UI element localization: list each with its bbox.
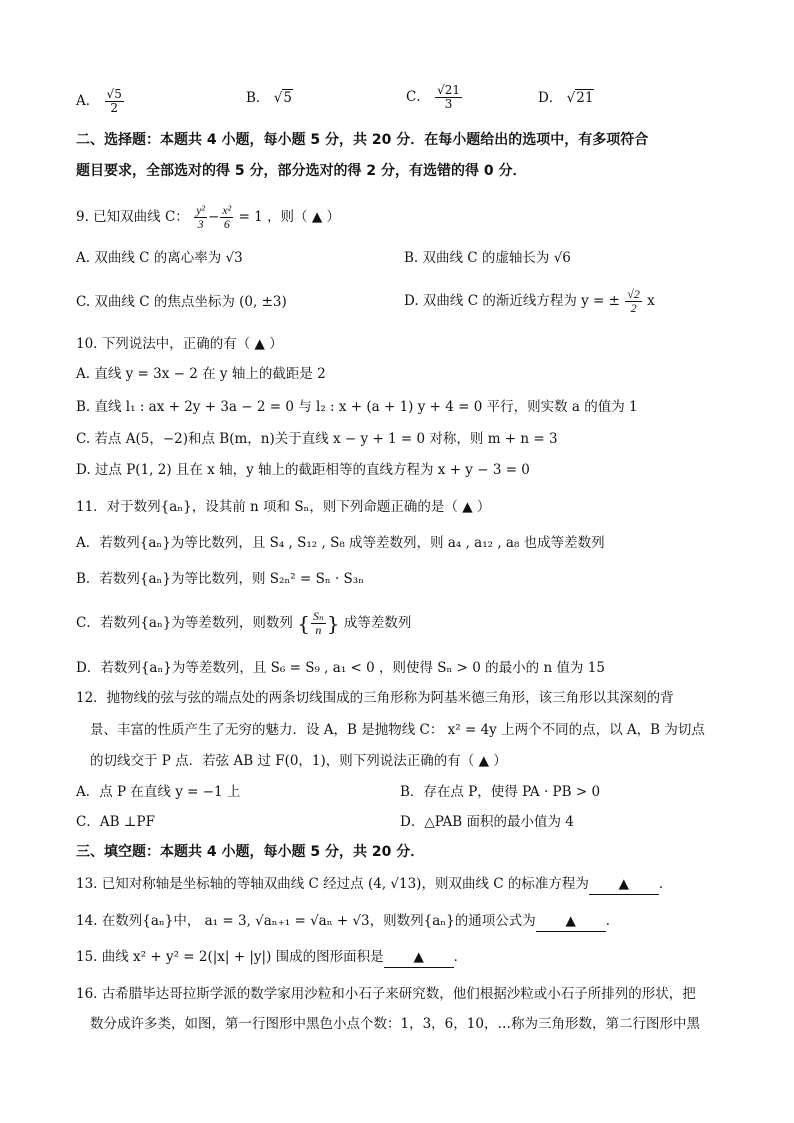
q9-option-d-suffix: x (647, 293, 655, 309)
q9-option-a: A. 双曲线 C 的离心率为 √3 (76, 250, 243, 266)
option-label: C． (406, 89, 430, 105)
q8-option-c (406, 84, 463, 111)
q15-text: 15. 曲线 x² + y² = 2(|x| + |y|) 围成的图形面积是 (76, 949, 384, 965)
option-label: D． (538, 90, 563, 106)
answer-blank[interactable]: ▲ (384, 947, 454, 968)
q16-line1: 16. 古希腊毕达哥拉斯学派的数学家用沙粒和小石子来研究数，他们根据沙粒或小石子所排列的形状，把 (76, 986, 696, 1002)
section2-heading-line1: 二、选择题：本题共 4 小题，每小题 5 分，共 20 分．在每小题给出的选项中，有多项符合 (76, 132, 649, 148)
q10-stem: 10. 下列说法中，正确的有（ ▲ ） (76, 336, 283, 352)
q12-option-b: B．存在点 P，使得 PA · PB > 0 (400, 784, 601, 800)
q14-text: 14. 在数列{aₙ}中， a₁ = 3, √aₙ₊₁ = √aₙ + √3，则数列{aₙ}的通项公式为 (76, 913, 536, 929)
q9-option-c: C. 双曲线 C 的焦点坐标为 (0, ±3) (76, 294, 287, 310)
q12-stem-line3: 的切线交于 P 点．若弦 AB 过 F(0，1)，则下列说法正确的有（ ▲ ） (90, 753, 507, 769)
q9-stem: 9. 已知双曲线 C： $\frac{\text{y²}}{3}$ − $\frac{\text{x²}}{6}$ = 1 ，则（ ▲ ） (76, 203, 341, 231)
q10-option-a: A. 直线 y = 3x − 2 在 y 轴上的截距是 2 (76, 366, 326, 382)
q12-option-a: A．点 P 在直线 y = −1 上 (76, 784, 241, 800)
q11-option-d: D．若数列{aₙ}为等差数列，且 S₆ = S₉ , a₁ < 0 ，则使得 Sₙ > 0 的最小的 n 值为 15 (76, 660, 605, 676)
q8-option-a (76, 88, 125, 115)
q15 (76, 947, 467, 968)
q9-stem-text: 9. 已知双曲线 C： (76, 209, 189, 225)
q10-option-c: C. 若点 A(5，−2)和点 B(m，n)关于直线 x − y + 1 = 0 对称，则 m + n = 3 (76, 431, 558, 447)
q13-text: 13. 已知对称轴是坐标轴的等轴双曲线 C 经过点 (4, √13)，则双曲线 C 的标准方程为 (76, 876, 589, 892)
q12-stem-line1: 12．抛物线的弦与弦的端点处的两条切线围成的三角形称为阿基米德三角形，该三角形以其深刻的背 (76, 690, 674, 706)
q16-line2: 数分成许多类，如图，第一行图形中黑色小点个数：1，3，6，10，…称为三角形数，第二行图形中黑 (90, 1016, 700, 1032)
q14-suffix: ． (605, 913, 620, 929)
q11-option-b: B．若数列{aₙ}为等比数列，则 S₂ₙ² = Sₙ · S₃ₙ (76, 571, 365, 587)
q10-option-d: D. 过点 P(1, 2) 且在 x 轴，y 轴上的截距相等的直线方程为 x + y − 3 = 0 (76, 462, 530, 478)
q11-stem: 11．对于数列{aₙ}，设其前 n 项和 Sₙ，则下列命题正确的是（ ▲ ） (76, 499, 491, 515)
q9-stem-suffix: ，则（ ▲ ） (267, 209, 341, 225)
q12-option-d: D．△PAB 面积的最小值为 4 (400, 814, 574, 830)
option-label: B． (246, 90, 270, 106)
q8-option-b: B． √5 (246, 90, 292, 106)
option-label: A． (76, 93, 100, 109)
q11-option-c: C．若数列{aₙ}为等差数列，则数列 { $\frac{\text{Sₙ}}{n}$ } 成等差数列 (76, 609, 412, 637)
q9-option-d-text: D. 双曲线 C 的渐近线方程为 y = ± (404, 293, 620, 309)
q15-suffix: ． (453, 949, 468, 965)
fraction: $\frac{√21}{3}$ (437, 83, 461, 111)
answer-blank[interactable]: ▲ (589, 874, 659, 895)
q11-option-c-suffix: 成等差数列 (343, 615, 412, 631)
q13-suffix: ． (658, 876, 673, 892)
fraction: $\frac{√5}{2}$ (106, 87, 122, 115)
q9-option-b: B. 双曲线 C 的虚轴长为 √6 (404, 250, 571, 266)
q9-option-d: D. 双曲线 C 的渐近线方程为 y = ± $\frac{√2}{2}$ x (404, 287, 655, 315)
q12-stem-line2: 景、丰富的性质产生了无穷的魅力．设 A，B 是抛物线 C： x² = 4y 上两个不同的点，以 A，B 为切点 (90, 722, 705, 738)
q14 (76, 911, 619, 932)
q12-option-c: C．AB ⊥PF (76, 814, 155, 830)
q10-option-b: B. 直线 l₁ : ax + 2y + 3a − 2 = 0 与 l₂ : x + (a + 1) y + 4 = 0 平行，则实数 a 的值为 1 (76, 399, 638, 415)
q11-option-c-text: C．若数列{aₙ}为等差数列，则数列 (76, 615, 293, 631)
q13 (76, 874, 672, 895)
section2-heading-line2: 题目要求，全部选对的得 5 分，部分选对的得 2 分，有选错的得 0 分． (76, 163, 527, 179)
section3-heading: 三、填空题：本题共 4 小题，每小题 5 分，共 20 分． (76, 844, 425, 860)
answer-blank[interactable]: ▲ (536, 911, 606, 932)
q11-option-a: A．若数列{aₙ}为等比数列，且 S₄ , S₁₂ , S₈ 成等差数列，则 a₄ , a₁₂ , a₈ 也成等差数列 (76, 535, 605, 551)
q8-option-d: D． √21 (538, 90, 594, 106)
